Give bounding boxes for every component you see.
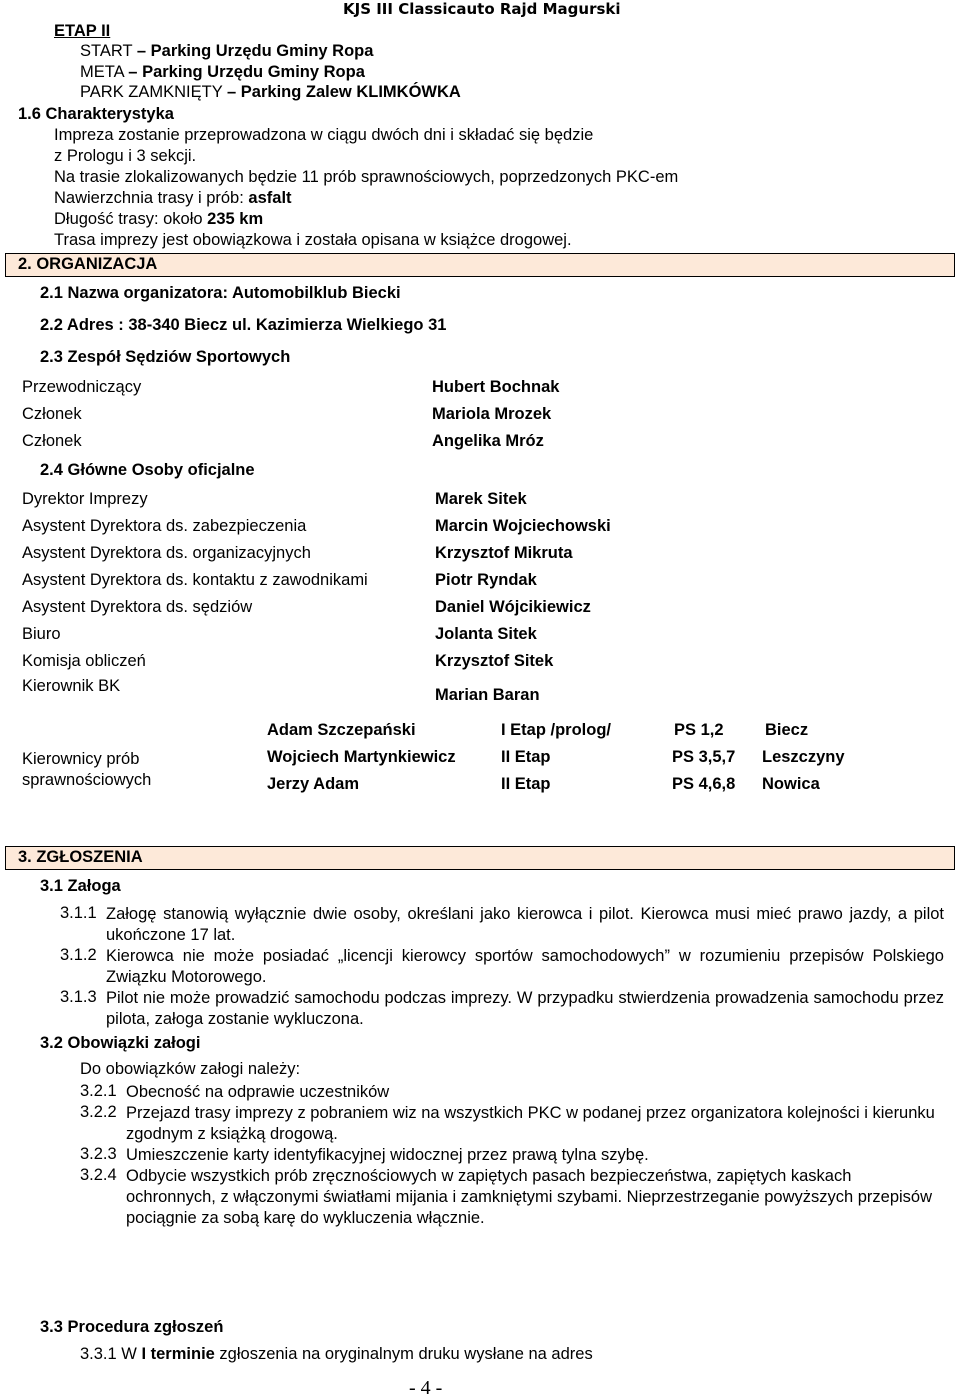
- official-name: Jolanta Sitek: [435, 625, 537, 643]
- stage-head-etap: I Etap /prolog/: [501, 721, 611, 739]
- stage-head-place: Nowica: [762, 775, 820, 793]
- official-role: Biuro: [22, 625, 61, 643]
- item-number: 3.3.1: [80, 1345, 117, 1363]
- stage-head-place: Leszczyny: [762, 748, 845, 766]
- park-value: Parking Zalew KLIMKÓWKA: [240, 83, 461, 101]
- crew-heading: 3.1 Załoga: [40, 877, 121, 895]
- official-name: Krzysztof Mikruta: [435, 544, 573, 562]
- item-text: Obecność na odprawie uczestników: [126, 1083, 390, 1101]
- section-1-6-line-6: Trasa imprezy jest obowiązkowa i została opisana w książce drogowej.: [54, 231, 572, 249]
- judge-name: Mariola Mrozek: [432, 405, 552, 423]
- etap-meta-line: [80, 63, 365, 83]
- official-name: Marek Sitek: [435, 490, 527, 508]
- item-number: 3.1.3: [60, 988, 97, 1006]
- judge-name: Hubert Bochnak: [432, 378, 560, 396]
- stage-head-etap: II Etap: [501, 775, 551, 793]
- judge-role: Członek: [22, 432, 82, 450]
- official-role: Asystent Dyrektora ds. sędziów: [22, 598, 253, 616]
- item-number: 3.2.1: [80, 1082, 117, 1100]
- item-text: Kierowca nie może posiadać „licencji kierowcy sportów samochodowych” w rozumieniu przepisów Polskiego Związku Motorowego.: [106, 947, 944, 986]
- official-role: Komisja obliczeń: [22, 652, 146, 670]
- document-header: KJS III Classicauto Rajd Magurski: [343, 0, 621, 18]
- etap-title: ETAP II: [54, 22, 111, 40]
- item-text: Odbycie wszystkich prób zręcznościowych w zapiętych pasach bezpieczeństwa, zapiętych kaskach ochronnych, z włączonymi światłami mijania i zamkniętymi szybami. Nieprzestrzeganie powyższych przepisów pociągnie za sobą karę do wykluczenia włącznie.: [126, 1167, 933, 1227]
- official-role: Asystent Dyrektora ds. kontaktu z zawodnikami: [22, 571, 368, 589]
- section-1-6-line-4: [54, 189, 292, 209]
- procedure-text-c: zgłoszenia na oryginalnym druku wysłane na adres: [219, 1345, 593, 1363]
- stage-head-place: Biecz: [765, 721, 809, 739]
- item-text: Załogę stanowią wyłącznie dwie osoby, określani jako kierowca i pilot. Kierowca musi mieć prawo jazdy, a pilot ukończone 17 lat.: [106, 905, 944, 944]
- stage-head-name: Wojciech Martynkiewicz: [267, 748, 456, 766]
- length-value: 235 km: [207, 210, 264, 228]
- official-name: Krzysztof Sitek: [435, 652, 554, 670]
- section-3-title: 3. ZGŁOSZENIA: [18, 848, 143, 866]
- crew-duties-intro: Do obowiązków załogi należy:: [80, 1060, 301, 1078]
- stage-head-name: Jerzy Adam: [267, 775, 360, 793]
- judge-role: Członek: [22, 405, 82, 423]
- official-name: Piotr Ryndak: [435, 571, 537, 589]
- procedure-text-a: W: [121, 1345, 137, 1363]
- item-text: Przejazd trasy imprezy z pobraniem wiz na wszystkich PKC w podanej przez organizatora kolejności i kierunku zgodnym z książką drogową.: [126, 1104, 935, 1143]
- section-1-6-line-5: [54, 210, 263, 230]
- section-1-6-line-3: Na trasie zlokalizowanych będzie 11 prób sprawnościowych, poprzedzonych PKC-em: [54, 168, 679, 186]
- stage-head-ps: PS 3,5,7: [672, 748, 736, 766]
- stage-heads-label-1: Kierownicy prób: [22, 750, 140, 768]
- surface-value: asfalt: [248, 189, 292, 207]
- procedure-heading: 3.3 Procedura zgłoszeń: [40, 1318, 224, 1336]
- item-number: 3.1.1: [60, 904, 97, 922]
- stage-head-ps: PS 1,2: [674, 721, 724, 739]
- stage-head-name: Adam Szczepański: [267, 721, 416, 739]
- procedure-term: I terminie: [141, 1345, 215, 1363]
- length-label: Długość trasy: około: [54, 210, 203, 228]
- meta-label: META: [80, 63, 124, 81]
- dash: –: [128, 63, 138, 81]
- procedure-line: [80, 1345, 593, 1365]
- official-name: Marian Baran: [435, 686, 540, 704]
- etap-park-line: [80, 83, 461, 103]
- page-number: - 4 -: [409, 1377, 443, 1399]
- section-3-band: [5, 846, 955, 870]
- item-number: 3.2.2: [80, 1103, 117, 1121]
- official-role: Asystent Dyrektora ds. zabezpieczenia: [22, 517, 307, 535]
- judge-role: Przewodniczący: [22, 378, 142, 396]
- organizer-address: 2.2 Adres : 38-340 Biecz ul. Kazimierza Wielkiego 31: [40, 316, 447, 334]
- dash: –: [227, 83, 237, 101]
- stage-head-ps: PS 4,6,8: [672, 775, 736, 793]
- section-2-band: [5, 253, 955, 277]
- official-role: Asystent Dyrektora ds. organizacyjnych: [22, 544, 311, 562]
- surface-label: Nawierzchnia trasy i prób:: [54, 189, 244, 207]
- item-number: 3.2.4: [80, 1166, 117, 1184]
- start-value: Parking Urzędu Gminy Ropa: [150, 42, 374, 60]
- judges-heading: 2.3 Zespół Sędziów Sportowych: [40, 348, 291, 366]
- stage-head-etap: II Etap: [501, 748, 551, 766]
- official-name: Daniel Wójcikiewicz: [435, 598, 591, 616]
- judge-name: Angelika Mróz: [432, 432, 544, 450]
- item-number: 3.2.3: [80, 1145, 117, 1163]
- official-role: Kierownik BK: [22, 677, 121, 695]
- dash: –: [136, 42, 147, 60]
- section-1-6-line-2: z Prologu i 3 sekcji.: [54, 147, 197, 165]
- section-2-title: 2. ORGANIZACJA: [18, 255, 158, 273]
- section-1-6-line-1: Impreza zostanie przeprowadzona w ciągu dwóch dni i składać się będzie: [54, 126, 594, 144]
- official-name: Marcin Wojciechowski: [435, 517, 611, 535]
- meta-value: Parking Urzędu Gminy Ropa: [142, 63, 365, 81]
- crew-duties-heading: 3.2 Obowiązki załogi: [40, 1034, 201, 1052]
- start-label: START: [80, 42, 133, 60]
- item-text: Pilot nie może prowadzić samochodu podczas imprezy. W przypadku stwierdzenia prowadzenia samochodu przez pilota, załoga zostanie wykluczona.: [106, 989, 944, 1028]
- etap-start-line: [80, 42, 373, 62]
- section-1-6-title: 1.6 Charakterystyka: [18, 105, 174, 123]
- park-label: PARK ZAMKNIĘTY: [80, 83, 223, 101]
- organizer-name: 2.1 Nazwa organizatora: Automobilklub Biecki: [40, 284, 401, 302]
- item-text: Umieszczenie karty identyfikacyjnej widocznej przez prawą tylna szybę.: [126, 1146, 649, 1164]
- item-number: 3.1.2: [60, 946, 97, 964]
- stage-heads-label-2: sprawnościowych: [22, 771, 152, 789]
- official-role: Dyrektor Imprezy: [22, 490, 148, 508]
- officials-heading: 2.4 Główne Osoby oficjalne: [40, 461, 255, 479]
